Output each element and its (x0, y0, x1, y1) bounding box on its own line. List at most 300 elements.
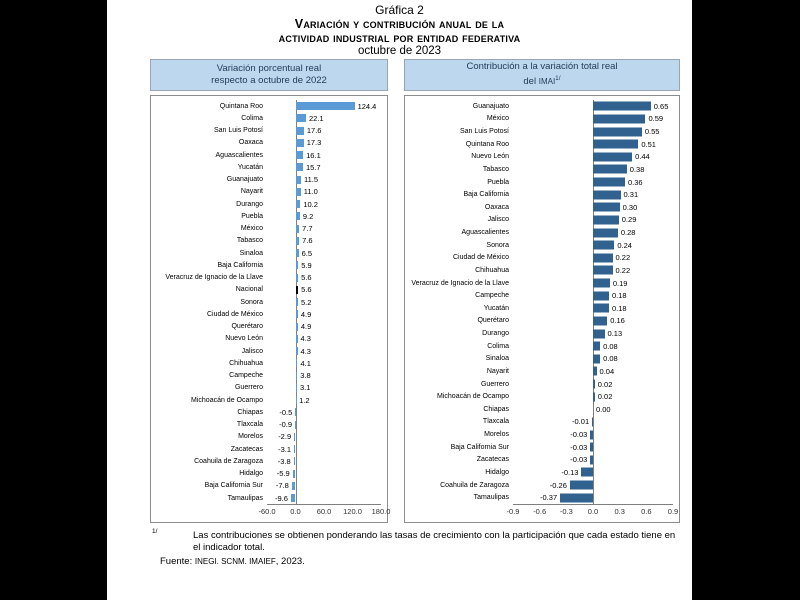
bar-track (513, 252, 673, 265)
bar-track (513, 151, 673, 164)
row-label: Guanajuato (472, 102, 509, 110)
bar-row (409, 113, 679, 126)
bar (593, 392, 595, 401)
bar-row (409, 100, 679, 113)
bar (296, 286, 299, 294)
row-label: Querétaro (477, 317, 509, 325)
bar-track (513, 201, 673, 214)
bar (296, 323, 298, 331)
bar-row (409, 327, 679, 340)
bar-row (155, 210, 387, 222)
bar-track (267, 296, 381, 308)
value-label: 0.08 (603, 341, 618, 351)
bar-row (409, 176, 679, 189)
value-label: 0.65 (653, 101, 669, 111)
row-label: Colima (487, 342, 509, 350)
bar (296, 310, 298, 318)
content-area (107, 0, 692, 600)
bar-track (267, 149, 381, 161)
bar (593, 354, 600, 363)
bar-track (513, 264, 673, 277)
bar-row (409, 289, 679, 302)
bar (296, 396, 297, 404)
row-label: Guerrero (234, 384, 263, 392)
bar-track (267, 431, 381, 443)
axis-tick-label: 0.0 (290, 507, 301, 516)
bar-track (267, 492, 381, 504)
row-label: Michoacán de Ocampo (191, 396, 263, 404)
row-label: Nuevo León (471, 153, 509, 161)
bar-row (155, 419, 387, 431)
value-label: 0.16 (610, 316, 625, 326)
row-label: Puebla (487, 178, 509, 186)
value-label: 124.4 (357, 101, 377, 111)
axis-tick-label: -0.3 (559, 507, 573, 516)
bar-row (155, 223, 387, 235)
bar (296, 212, 300, 220)
bar-row (409, 201, 679, 214)
row-label: Sinaloa (239, 249, 263, 257)
value-label: 15.7 (305, 162, 321, 172)
value-label: -9.6 (275, 493, 288, 503)
value-label: 11.0 (303, 187, 318, 197)
bar (296, 176, 301, 184)
bar-track (267, 174, 381, 186)
bar-track (267, 394, 381, 406)
value-label: 7.6 (302, 236, 313, 246)
bar-row (155, 137, 387, 149)
row-label: Durango (236, 200, 263, 208)
bar (570, 481, 593, 490)
bar-track (267, 480, 381, 492)
row-label: Hidalgo (485, 468, 509, 476)
row-label: Veracruz de Ignacio de la Llave (411, 279, 509, 287)
bar-row (409, 479, 679, 492)
value-label: 0.13 (607, 329, 623, 339)
row-label: Tabasco (236, 237, 263, 245)
panel-contribucion-plot (404, 95, 680, 523)
bar-track (267, 382, 381, 394)
row-label: Quintana Roo (465, 140, 509, 148)
bar-row (155, 382, 387, 394)
bar-row (409, 390, 679, 403)
bar-track (513, 277, 673, 290)
footnote (152, 530, 692, 554)
bar (593, 152, 632, 161)
bar-row (409, 239, 679, 252)
value-label: 0.51 (641, 139, 656, 149)
value-label: -5.9 (276, 469, 290, 479)
bar (592, 417, 593, 426)
bar-track (267, 443, 381, 455)
bar (593, 140, 638, 149)
bar-track (513, 138, 673, 151)
bar (593, 266, 613, 275)
bar (593, 241, 614, 250)
bar-track (267, 198, 381, 210)
value-label: -3.8 (277, 456, 291, 466)
bar-track (513, 378, 673, 391)
bar-row (155, 468, 387, 480)
bar-row (409, 264, 679, 277)
value-label: 4.9 (300, 322, 312, 332)
bar-row (155, 174, 387, 186)
value-label: 0.18 (612, 291, 627, 301)
bar-track (267, 125, 381, 137)
bar-row (409, 340, 679, 353)
bar-row (409, 302, 679, 315)
bar (593, 291, 609, 300)
bar (296, 359, 298, 367)
row-label: Sonora (240, 298, 263, 306)
bar-row (155, 296, 387, 308)
chart-subtitle: octubre de 2023 (357, 45, 442, 57)
row-label: Yucatán (237, 163, 263, 171)
row-label: Chihuahua (229, 359, 263, 367)
value-label: 22.1 (308, 113, 324, 123)
row-label: Sinaloa (485, 355, 509, 363)
bar-row (155, 333, 387, 345)
row-label: Colima (241, 114, 263, 122)
bar-track (267, 161, 381, 173)
value-label: -7.8 (275, 481, 289, 491)
value-label: -3.1 (278, 444, 292, 454)
value-label: 7.7 (302, 224, 313, 234)
row-label: Guanajuato (226, 176, 263, 184)
bar-row (155, 431, 387, 443)
value-label: 5.6 (301, 273, 312, 283)
bar (296, 347, 298, 355)
value-label: 0.19 (612, 278, 628, 288)
bar (593, 304, 609, 313)
bar-row (155, 480, 387, 492)
bar-track (267, 345, 381, 357)
bar (296, 139, 304, 147)
panel-contribucion-header (404, 59, 680, 91)
axis-tick-label: 0.0 (587, 507, 599, 516)
bar-track (513, 327, 673, 340)
row-label: Morelos (484, 431, 509, 439)
value-label: 3.1 (299, 383, 311, 393)
header-line2-acronym: IMAI (538, 77, 556, 87)
bar-track (267, 406, 381, 418)
value-label: -0.13 (561, 467, 579, 477)
bar-row (409, 454, 679, 467)
row-label: Chihuahua (475, 266, 509, 274)
bar-track (267, 370, 381, 382)
bar (593, 342, 600, 351)
bar (593, 190, 621, 199)
value-label: 0.24 (617, 240, 632, 250)
bar-row (409, 125, 679, 138)
charts-container (150, 59, 692, 523)
axis-tick-label: -0.9 (506, 507, 520, 516)
bar-row (409, 252, 679, 265)
bar-row (155, 357, 387, 369)
row-label: Oaxaca (238, 139, 263, 147)
value-label: 0.29 (621, 215, 637, 225)
bar-row (409, 416, 679, 429)
bar (593, 114, 645, 123)
row-label: Durango (482, 330, 509, 338)
bar-row (409, 353, 679, 366)
bar-row (409, 403, 679, 416)
value-label: 0.55 (644, 127, 660, 137)
row-label: Tamaulipas (473, 494, 509, 502)
row-label: Jalisco (241, 347, 263, 355)
value-label: 16.1 (306, 150, 321, 160)
bar-row (155, 406, 387, 418)
value-label: -0.5 (279, 407, 293, 417)
row-label: Campeche (229, 372, 263, 380)
bar (296, 188, 301, 196)
bar (292, 482, 296, 490)
row-label: San Luis Potosí (459, 128, 509, 136)
bar (296, 298, 298, 306)
bar-row (155, 112, 387, 124)
bar (294, 433, 295, 441)
bar-track (513, 125, 673, 138)
x-axis-variacion (258, 504, 391, 520)
row-label: Baja California (463, 191, 509, 199)
row-label: Chiapas (483, 405, 509, 413)
row-label: San Luis Potosí (213, 127, 263, 135)
bar-row (409, 378, 679, 391)
bar-row (409, 441, 679, 454)
value-label: -0.03 (570, 455, 588, 465)
bar (296, 163, 303, 171)
row-label: Guerrero (480, 380, 509, 388)
row-label: Puebla (241, 212, 263, 220)
bar (296, 274, 299, 282)
bar-track (513, 340, 673, 353)
row-label: Tamaulipas (227, 494, 263, 502)
value-label: 0.28 (620, 228, 636, 238)
panel-variacion-header-line2: respecto a octubre de 2022 (211, 75, 327, 86)
bar-track (267, 186, 381, 198)
bar (296, 249, 299, 257)
bar-track (267, 100, 381, 112)
bar (593, 127, 642, 136)
bar (296, 102, 355, 110)
bar-row (409, 315, 679, 328)
row-label: Veracruz de Ignacio de la Llave (165, 274, 263, 282)
bar-track (513, 353, 673, 366)
bar-track (267, 308, 381, 320)
bar (296, 225, 300, 233)
axis-tick-label: -0.6 (533, 507, 547, 516)
value-label: -0.9 (279, 420, 293, 430)
bar-row (409, 151, 679, 164)
bar-row (409, 365, 679, 378)
bar-track (513, 113, 673, 126)
bar-rows-contribucion (409, 100, 679, 504)
bar-row (409, 277, 679, 290)
value-label: -0.37 (540, 493, 558, 503)
bar-row (155, 149, 387, 161)
bar (590, 430, 593, 439)
value-label: -0.03 (570, 442, 588, 452)
value-label: 4.3 (300, 334, 311, 344)
bar (296, 384, 297, 392)
source-label: Fuente: (160, 556, 193, 567)
panel-variacion (150, 59, 391, 523)
bar-track (267, 247, 381, 259)
bar-row (155, 125, 387, 137)
bar-row (409, 466, 679, 479)
bar (296, 114, 306, 122)
bar (593, 102, 651, 111)
footnote-text: Las contribuciones se obtienen ponderando las tasas de crecimiento con la participación que cada estado tiene en el indicador total. (193, 530, 676, 553)
bar (593, 215, 619, 224)
value-label: 0.00 (596, 404, 611, 414)
row-label: Yucatán (483, 304, 509, 312)
value-label: 0.18 (612, 303, 627, 313)
row-label: Campeche (475, 292, 509, 300)
row-label: Nacional (235, 286, 263, 294)
bar (593, 316, 607, 325)
value-label: 1.2 (299, 395, 310, 405)
value-label: -2.9 (278, 432, 292, 442)
bar-row (155, 394, 387, 406)
bar (296, 261, 299, 269)
row-label: Ciudad de México (452, 254, 509, 262)
row-label: Nayarit (486, 367, 509, 375)
bar-row (155, 161, 387, 173)
bar (560, 493, 593, 502)
title-block (107, 0, 692, 58)
row-label: Coahuila de Zaragoza (194, 457, 263, 465)
panel-contribucion-header-line2 (405, 73, 679, 88)
value-label: 11.5 (303, 175, 318, 185)
bar (593, 329, 605, 338)
bar-row (155, 455, 387, 467)
bar-track (267, 112, 381, 124)
chart-number: Gráfica 2 (375, 3, 424, 17)
value-label: 3.8 (300, 371, 311, 381)
value-label: 5.6 (301, 285, 312, 295)
row-label: Ciudad de México (206, 310, 263, 318)
value-label: 0.22 (615, 253, 631, 263)
bar-rows-variacion (155, 100, 387, 504)
bar-track (513, 390, 673, 403)
bar-row (409, 226, 679, 239)
value-label: 10.2 (303, 199, 318, 209)
value-label: 5.2 (300, 297, 312, 307)
row-label: México (486, 115, 509, 123)
value-label: -0.03 (570, 430, 588, 440)
bar-row (155, 198, 387, 210)
bar-track (267, 468, 381, 480)
bar (590, 455, 593, 464)
panel-contribucion (404, 59, 680, 523)
bar-row (155, 100, 387, 112)
row-label: Jalisco (487, 216, 509, 224)
bar (593, 380, 595, 389)
bar-track (513, 365, 673, 378)
bar (296, 237, 300, 245)
axis-tick-label: 180.0 (371, 507, 391, 516)
bar-track (513, 214, 673, 227)
chart-title-line2: actividad industrial por entidad federativa (278, 31, 521, 45)
bar (294, 457, 296, 465)
bar-track (267, 419, 381, 431)
bar-row (155, 186, 387, 198)
bar-track (267, 321, 381, 333)
bar-track (267, 272, 381, 284)
bar-track (513, 289, 673, 302)
bar-row (155, 272, 387, 284)
value-label: 0.02 (597, 379, 613, 389)
axis-tick-label: 0.9 (667, 507, 679, 516)
bar-row (155, 443, 387, 455)
bar (581, 468, 593, 477)
axis-tick-label: -60.0 (258, 507, 276, 516)
row-label: Baja California (217, 261, 263, 269)
row-label: Tlaxcala (236, 421, 263, 429)
bar (296, 372, 298, 380)
bar-track (513, 302, 673, 315)
row-label: Baja California Sur (204, 482, 263, 490)
bar-track (513, 100, 673, 113)
value-label: 17.6 (306, 126, 322, 136)
bar-track (513, 315, 673, 328)
value-label: 4.1 (300, 358, 311, 368)
bar-track (267, 223, 381, 235)
bar-track (267, 259, 381, 271)
axis-tick-label: 0.3 (614, 507, 625, 516)
value-label: 0.36 (628, 177, 643, 187)
row-label: Tlaxcala (482, 418, 509, 426)
row-label: Michoacán de Ocampo (437, 393, 509, 401)
row-label: Quintana Roo (219, 102, 263, 110)
row-label: Nayarit (240, 188, 263, 196)
panel-variacion-plot (150, 95, 391, 523)
bar-row (409, 491, 679, 504)
row-label: Aguascalientes (461, 229, 509, 237)
row-label: Querétaro (231, 323, 263, 331)
row-label: Morelos (238, 433, 263, 441)
value-label: 0.59 (648, 114, 664, 124)
row-label: Nuevo León (225, 335, 263, 343)
bar (593, 178, 625, 187)
bar-row (155, 370, 387, 382)
bar (593, 165, 627, 174)
axis-tick-label: 120.0 (343, 507, 362, 516)
value-label: -0.26 (549, 480, 567, 490)
bar-track (267, 455, 381, 467)
row-label: Tabasco (482, 165, 509, 173)
footnote-marker: 1/ (152, 528, 158, 535)
bar-row (155, 284, 387, 296)
bar-row (155, 321, 387, 333)
row-label: Zacatecas (476, 456, 509, 464)
value-label: 0.30 (622, 202, 638, 212)
bar-row (409, 163, 679, 176)
header-line2-prefix: del (523, 76, 539, 88)
bar-track (267, 235, 381, 247)
bar (593, 228, 618, 237)
value-label: 0.04 (599, 366, 615, 376)
value-label: -0.01 (572, 417, 590, 427)
bar (296, 151, 304, 159)
bar-row (155, 235, 387, 247)
row-label: Sonora (486, 241, 509, 249)
row-label: Oaxaca (484, 203, 509, 211)
value-label: 0.08 (603, 354, 618, 364)
bar-row (155, 308, 387, 320)
source-year: , 2023. (275, 556, 305, 567)
